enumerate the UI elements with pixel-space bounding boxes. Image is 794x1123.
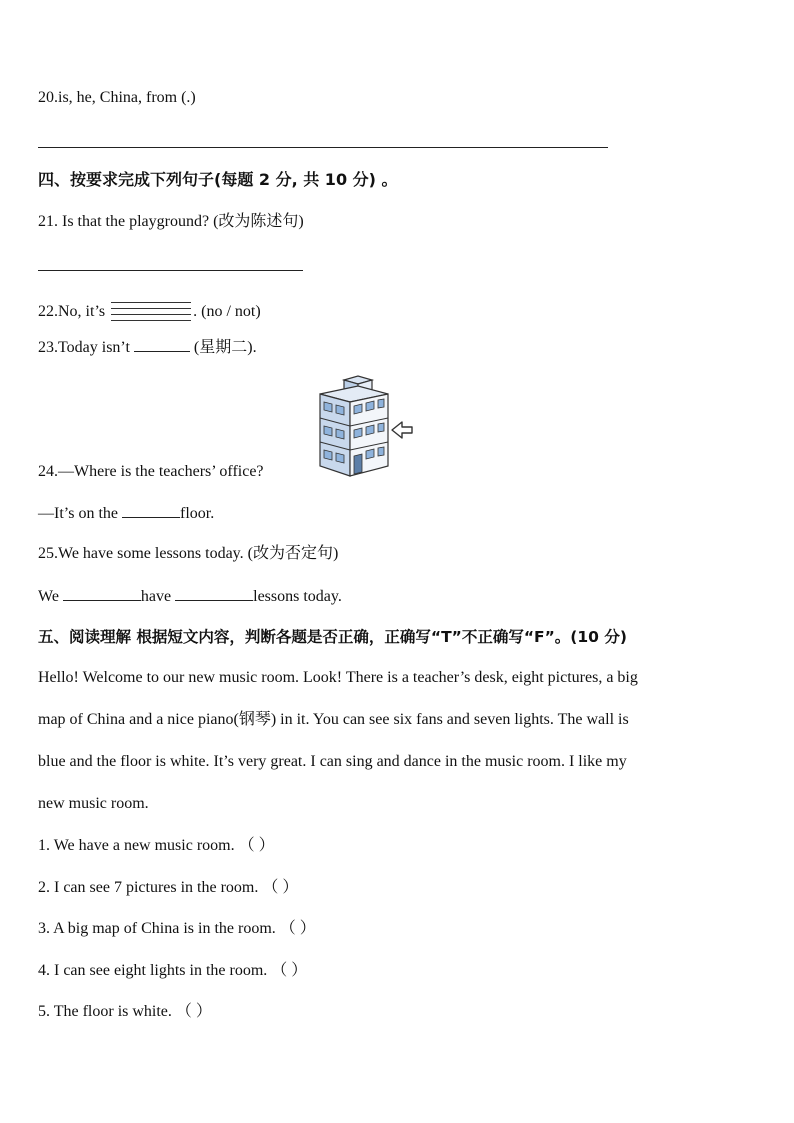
q24-answer-before: —It’s on the <box>38 505 118 522</box>
q23-blank[interactable] <box>134 337 190 352</box>
passage-line-2: map of China and a nice piano(钢琴) in it. You can see six fans and seven lights. The wall is <box>38 711 629 728</box>
section5-title: 五、阅读理解 根据短文内容，判断各题是否正确，正确写“T”不正确写“F”。(10 分) <box>38 628 627 646</box>
building-icon <box>316 372 416 480</box>
q22-line <box>38 300 261 322</box>
q25-text: 25.We have some lessons today. (改为否定句) <box>38 545 339 562</box>
q25-have: have <box>140 588 172 605</box>
passage-line-1: Hello! Welcome to our new music room. Look! There is a teacher’s desk, eight pictures, a big <box>38 669 638 686</box>
tf-question-5 <box>38 1002 212 1022</box>
tf-question-text: 2. I can see 7 pictures in the room. <box>38 879 259 896</box>
arrow-left-icon <box>392 422 412 438</box>
q23-line <box>38 337 257 358</box>
q24-answer-line <box>38 503 214 524</box>
tf-answer-box[interactable]: （ ） <box>271 962 308 979</box>
q23-before: 23.Today isn’t <box>38 339 130 356</box>
q21-answer-line[interactable] <box>38 270 303 271</box>
q22-before: 22.No, it’s <box>38 303 106 320</box>
tf-answer-box[interactable]: （ ） <box>262 879 299 896</box>
q20-text: 20.is, he, China, from (.) <box>38 89 196 106</box>
q22-after: . (no / not) <box>193 303 261 320</box>
tf-question-text: 1. We have a new music room. <box>38 837 235 854</box>
q20-answer-line[interactable] <box>38 147 608 148</box>
tf-answer-box[interactable]: （ ） <box>175 1003 212 1020</box>
tf-answer-box[interactable]: （ ） <box>238 837 275 854</box>
q25-we: We <box>38 588 59 605</box>
q21-text: 21. Is that the playground? (改为陈述句) <box>38 213 304 230</box>
tf-question-4 <box>38 961 307 981</box>
tf-question-2 <box>38 878 298 898</box>
passage-line-3: blue and the floor is white. It’s very great. I can sing and dance in the music room. I like my <box>38 753 627 770</box>
q25-blank-1[interactable] <box>63 586 141 601</box>
tf-question-text: 5. The floor is white. <box>38 1003 172 1020</box>
q23-after: (星期二). <box>193 339 257 356</box>
q25-answer-line <box>38 586 342 607</box>
tf-question-1 <box>38 836 275 856</box>
q25-end: lessons today. <box>253 588 342 605</box>
tf-question-text: 3. A big map of China is in the room. <box>38 920 276 937</box>
q24-answer-after: floor. <box>180 505 215 522</box>
tf-question-text: 4. I can see eight lights in the room. <box>38 962 268 979</box>
tf-answer-box[interactable]: （ ） <box>279 920 316 937</box>
section4-title: 四、按要求完成下列句子(每题 2 分, 共 10 分) 。 <box>38 170 398 189</box>
reading-passage <box>38 657 758 825</box>
tf-question-3 <box>38 919 316 939</box>
q24-blank[interactable] <box>122 503 180 518</box>
passage-line-4: new music room. <box>38 795 149 812</box>
q24-question: 24.—Where is the teachers’ office? <box>38 463 264 480</box>
q22-answer-lines[interactable] <box>111 300 191 322</box>
q25-blank-2[interactable] <box>175 586 253 601</box>
